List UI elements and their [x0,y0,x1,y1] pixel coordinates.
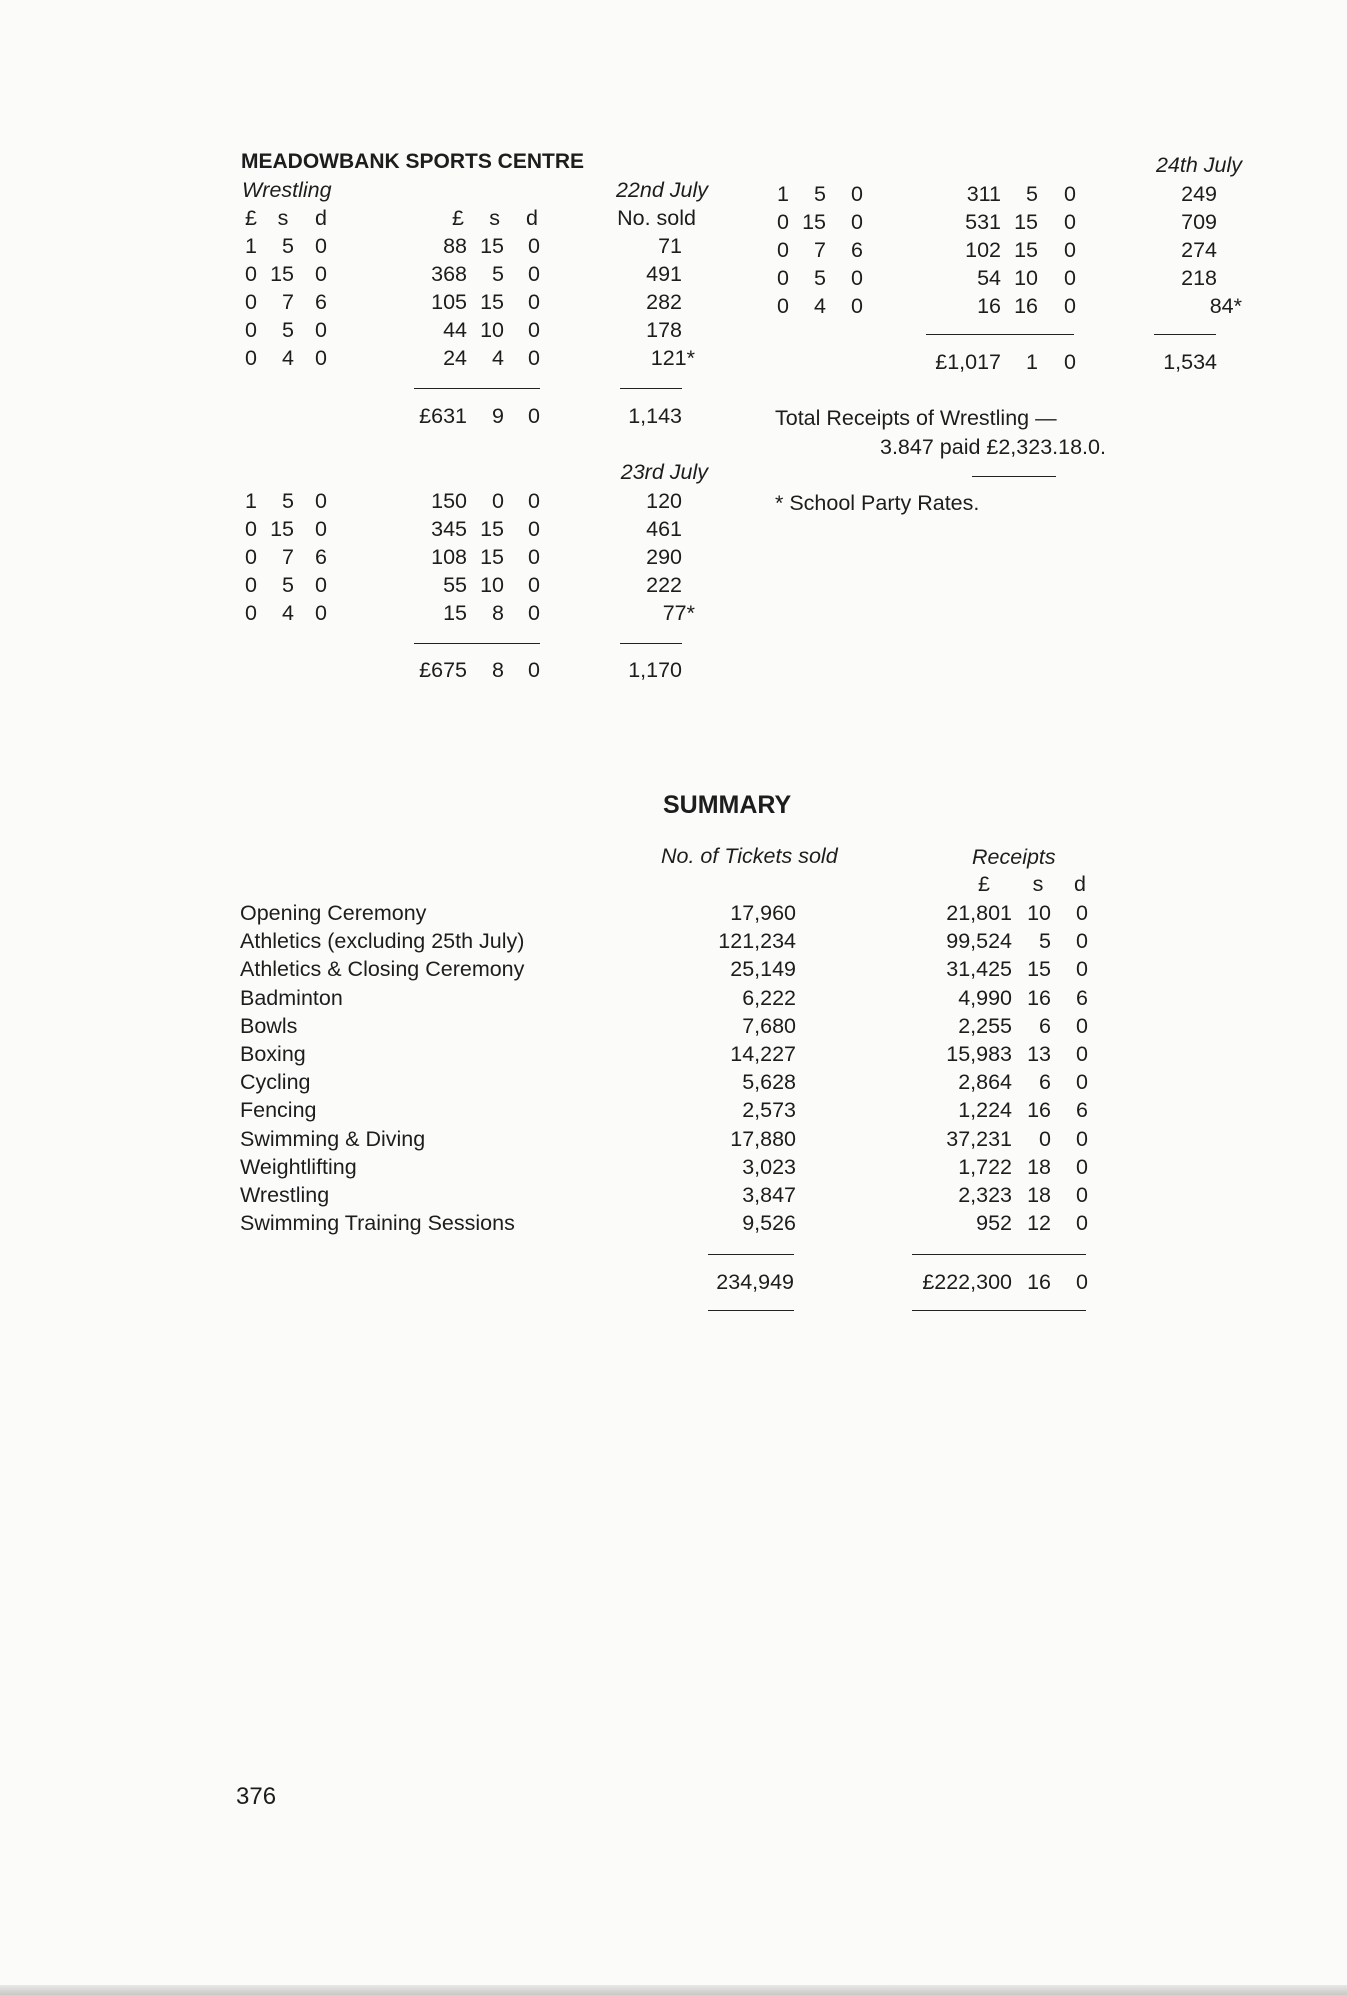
receipts-header-shillings: s [489,206,500,230]
price-header-shillings: s [277,206,289,230]
divider [414,643,540,644]
divider [912,1310,1086,1311]
receipts-header-pounds: £ [452,206,464,230]
summary-pence-header: d [1074,872,1086,896]
day-1-date: 22nd July [615,178,708,202]
divider [708,1310,794,1311]
summary-shillings-header: s [1032,872,1044,896]
divider [620,388,682,389]
price-header-pounds: £ [245,206,257,230]
no-sold-header: No. sold [617,206,696,230]
day-2-date: 23rd July [620,460,708,484]
day-3-date: 24th July [1155,153,1242,177]
total-receipts-line-2: 3.847 paid £2,323.18.0. [880,435,1106,459]
receipts-header: Receipts [972,845,1056,869]
divider [926,334,1074,335]
divider [414,388,540,389]
page-edge [0,1985,1347,1995]
sport-label: Wrestling [242,178,332,202]
divider [912,1254,1086,1255]
summary-pounds-header: £ [978,872,990,896]
page-number: 376 [236,1783,277,1810]
price-header-pence: d [315,206,327,230]
page-title: MEADOWBANK SPORTS CENTRE [241,150,585,173]
divider [620,643,682,644]
total-receipts-line-1: Total Receipts of Wrestling — [775,406,1057,430]
divider [708,1254,794,1255]
document-page: MEADOWBANK SPORTS CENTRE Wrestling £ s d £ s d No. sold 22nd July 1 5 0 88 15 0 71 0 15 0 368 5 0 491 0 7 6 105 15 0 282 0 5 0 44 10 0 178 0 4 0 24 4 0 121* £631 9 0 1,143 23rd July 1 5 0 150 0 0 120 0 15 0 345 15 0 461 0 7 6 108 15 0 290 0 5 0 55 10 0 222 0 4 0 15 8 0 77* £675 8 0 1,170 24th July 1 5 0 311 5 0 249 0 15 0 531 15 0 709 0 7 6 102 15 0 274 0 5 0 54 10 0 218 0 4 0 16 16 0 84* £1,017 1 0 1,534 Total Receipts of Wrestling — 3.847 paid £2,323.18.0. * School Party Rates. SUMMARY No. of Tickets sold Receipts £ s d Opening Ceremony 17,960 21,801 10 0 Athletics (excluding 25th July) 121,234 99,524 5 0 Athletics & Closing Ceremony 25,149 31,425 15 0 Badminton 6,222 4,990 16 6 Bowls 7,680 2,255 6 0 Boxing 14,227 15,983 13 0 Cycling 5,628 2,864 6 0 Fencing 2,573 1,224 16 6 Swimming & Diving 17,880 37,231 0 0 Weightlifting 3,023 1,722 18 0 Wrestling 3,847 2,323 18 0 Swimming Training Sessions 9,526 952 12 0 234,949 £222,300 16 0 376 [0,0,1347,1995]
footnote: * School Party Rates. [775,491,980,515]
receipts-header-pence: d [526,206,538,230]
divider [972,476,1056,477]
tickets-sold-header: No. of Tickets sold [661,844,838,868]
summary-title: SUMMARY [663,791,792,819]
divider [1154,334,1216,335]
